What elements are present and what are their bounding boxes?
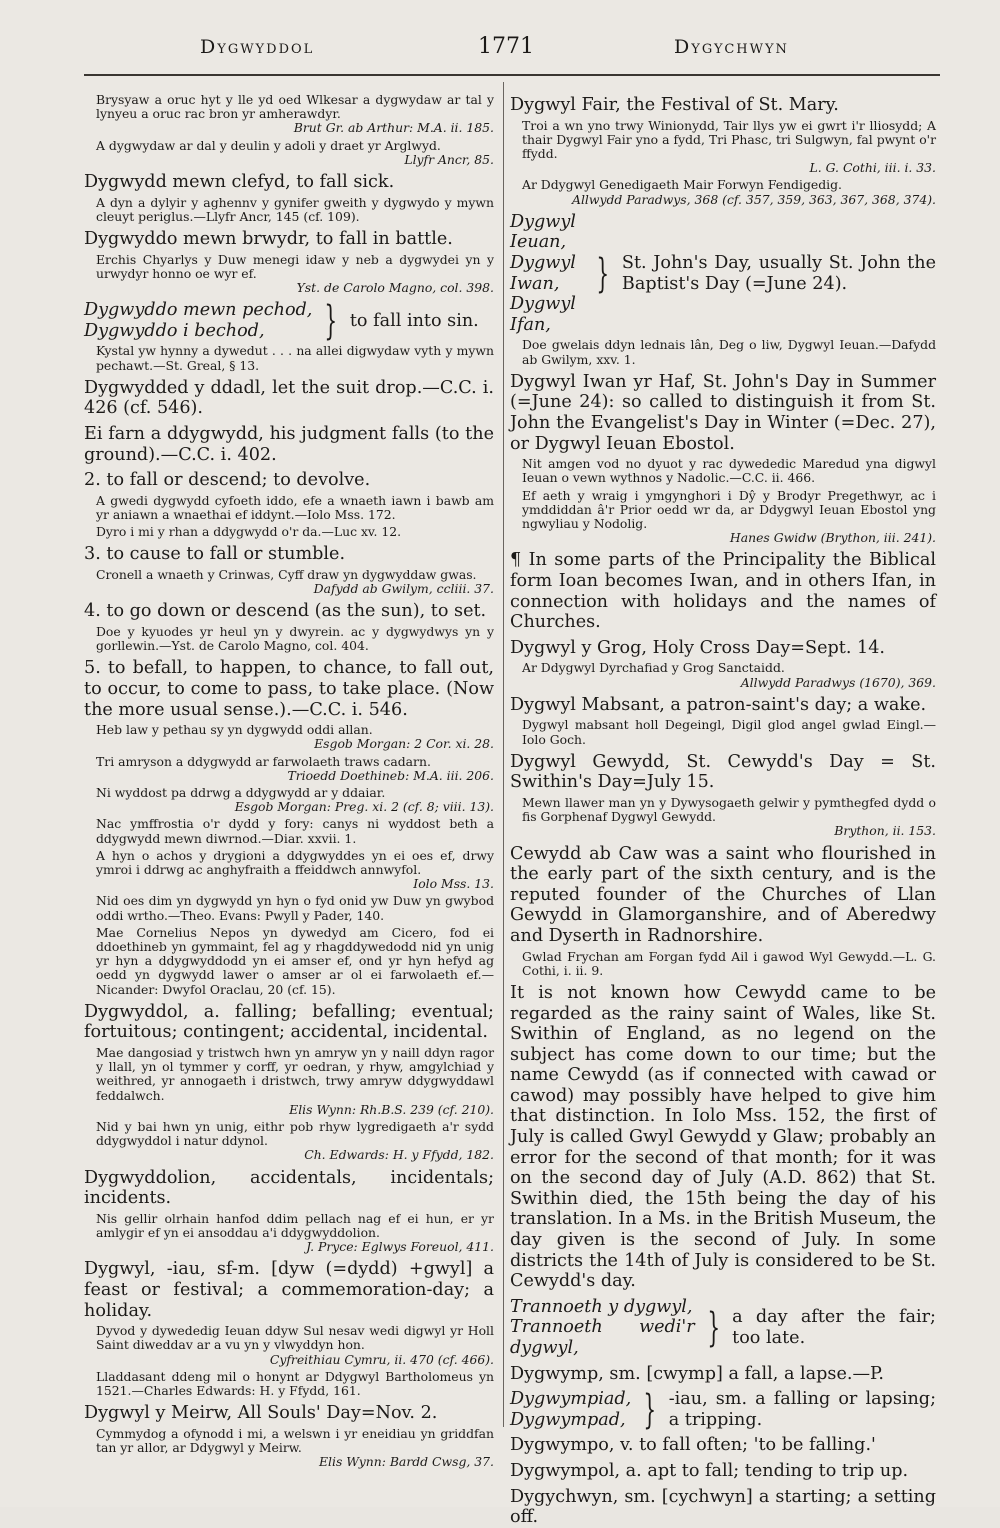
entry: Dygychwyn, sm. [cychwyn] a starting; a setting off. xyxy=(510,1486,936,1528)
entry: Dygwydded y ddadl, let the suit drop.—C.C. i. 426 (cf. 546). xyxy=(84,377,494,419)
citation: Ch. Edwards: H. y Ffydd, 182. xyxy=(304,1147,494,1163)
entry: Dygwymp, sm. [cwymp] a fall, a lapse.—P. xyxy=(510,1363,884,1384)
quotation: Nid y bai hwn yn unig, eithr pob rhyw lygredigaeth a'r sydd ddygwyddol i natur ddynol. xyxy=(96,1119,494,1149)
entry: 5. to befall, to happen, to chance, to fall out, to occur, to come to pass, to take place. (Now the more usual sense.).—C.C. i. 546. xyxy=(84,658,494,720)
citation: Esgob Morgan: 2 Cor. xi. 28. xyxy=(314,736,494,752)
quotation: Dyvod y dywededig Ieuan ddyw Sul nesav wedi digwyl yr Holl Saint diweddav ar a vu yn y vlwyddyn hon. xyxy=(96,1323,494,1353)
quotation: Lladdasant ddeng mil o honynt ar Ddygwyl Bartholomeus yn 1521.—Charles Edwards: H. y Ffydd, 161. xyxy=(96,1368,494,1399)
quotation: Cronell a wnaeth y Crinwas, Cyff draw yn dygwyddaw gwas. xyxy=(96,566,477,582)
brace-headwords xyxy=(510,212,584,336)
entry: 3. to cause to fall or stumble. xyxy=(84,544,346,565)
quotation: Dygwyl mabsant holl Degeingl, Digil glod angel gwlad Eingl.—Iolo Goch. xyxy=(522,717,936,747)
left-column xyxy=(84,90,494,1469)
citation: Allwydd Paradwys, 368 (cf. 357, 359, 363, 367, 368, 374). xyxy=(572,191,936,207)
brace-headwords xyxy=(510,1297,695,1359)
right-column xyxy=(510,90,936,1528)
quotation: A dyn a dylyir y aghennv y gynifer gweith y dygwydo y mywn cleuyt periglus.—Llyfr Ancr, 145 (cf. 109). xyxy=(96,194,494,224)
entry: Dygwyddol, a. falling; befalling; eventual; fortuitous; contingent; accidental, incidental. xyxy=(84,1001,494,1043)
quotation: Heb law y pethau sy yn dygwydd oddi allan. xyxy=(96,722,373,738)
quotation: Troi a wn yno trwy Winionydd, Tair llys yw ei gwrt i'r lliosydd; A thair Dygwyl Fair yno a fydd, Tri Phasc, tri Sulgwyn, fal pwynt o'r ffydd. xyxy=(522,117,936,161)
brace-headwords xyxy=(84,300,312,341)
citation: Elis Wynn: Bardd Cwsg, 37. xyxy=(319,1454,494,1470)
citation: Brut Gr. ab Arthur: M.A. ii. 185. xyxy=(293,120,494,136)
entry: Dygwyl y Grog, Holy Cross Day=Sept. 14. xyxy=(510,637,886,658)
gloss: to fall into sin. xyxy=(349,310,479,331)
headword: Dygwyl Ifan, xyxy=(510,294,576,335)
entry: Ei farn a ddygwydd, his judgment falls (to the ground).—C.C. i. 402. xyxy=(84,424,494,465)
quotation: Ni wyddost pa ddrwg a ddygwydd ar y ddaiar. xyxy=(96,784,386,800)
entry: 2. to fall or descend; to devolve. xyxy=(84,470,371,491)
quotation: Nis gellir olrhain hanfod ddim pellach nag ef ei hun, er yr amlygir ef yn ei ansoddau a'i ddygwyddolion. xyxy=(96,1210,494,1241)
entry: Dygwyl y Meirw, All Souls' Day=Nov. 2. xyxy=(84,1403,438,1424)
entry: Dygwyl Mabsant, a patron-saint's day; a wake. xyxy=(510,694,927,715)
headword: Dygwyl Ieuan, xyxy=(510,211,576,253)
quotation: Gwlad Frychan am Forgan fydd Ail i gawod Wyl Gewydd.—L. G. Cothi, i. ii. 9. xyxy=(522,948,936,978)
quotation: Cymmydog a ofynodd i mi, a welswn i yr eneidiau yn griddfan tan yr allor, ar Ddygwyl y Meirw. xyxy=(96,1425,494,1456)
entry: Dygwyddolion, accidentals, incidentals; incidents. xyxy=(84,1167,494,1209)
brace-entry xyxy=(510,1297,936,1359)
citation: Dafydd ab Gwilym, ccliii. 37. xyxy=(313,581,494,597)
headword: Trannoeth y dygwyl, xyxy=(510,1296,693,1317)
header-right-guideword: Dygychwyn xyxy=(674,36,789,58)
brace-entry xyxy=(510,212,936,336)
citation: Elis Wynn: Rh.B.S. 239 (cf. 210). xyxy=(289,1101,494,1117)
entry: Dygwyl Iwan yr Haf, St. John's Day in Summer (=June 24): so called to distinguish it from St. John the Evangelist's Day in Winter (=Dec. 27), or Dygwyl Ieuan Ebostol. xyxy=(510,371,936,454)
citation: Iolo Mss. 13. xyxy=(413,876,494,892)
citation: Trioedd Doethineb: M.A. iii. 206. xyxy=(287,767,494,783)
header-left-guideword: Dygwyddol xyxy=(200,36,315,58)
entry: It is not known how Cewydd came to be regarded as the rainy saint of Wales, like St. Swithin of England, as no legend on the subject has come down to our time; but the name Cewydd (as if connected with cawad or cawod) may possibly have helped to give him that distinction. In Iolo Mss. 152, the first of July is called Gwyl Gewydd y Glaw; probably an error for the second of that month; for it was on the second day of July (A.D. 862) that St. Swithin died, the 15th being the day of his translation. In a Ms. in the British Museum, the day given is the second of July. In some districts the 14th of July is considered to be St. Cewydd's day. xyxy=(510,982,936,1292)
headword: Dygwyl Iwan, xyxy=(510,253,576,294)
brace-headwords xyxy=(510,1389,631,1430)
entry: ¶ In some parts of the Principality the Biblical form Ioan becomes Iwan, and in others Ifan, in connection with holidays and the names of Churches. xyxy=(510,550,936,633)
citation: Esgob Morgan: Preg. xi. 2 (cf. 8; viii. 13). xyxy=(234,799,494,815)
entry: 4. to go down or descend (as the sun), to set. xyxy=(84,601,487,622)
quotation: Kystal yw hynny a dywedut . . . na allei digwydaw vyth y mywn pechawt.—St. Greal, § 13. xyxy=(96,343,494,373)
citation: Brython, ii. 153. xyxy=(834,823,936,839)
headword: Dygwympiad, xyxy=(510,1389,632,1410)
quotation: Ef aeth y wraig i ymgynghori i Dŷ y Brodyr Pregethwyr, ac i ymddiddan â'r Prior oedd wr da, ar Ddygwyl Ieuan Ebostol yng ngwyliau y Nodolig. xyxy=(522,487,936,531)
entry: Cewydd ab Caw was a saint who flourished in the early part of the sixth century, and is the reputed founder of the Churches of Llan Gewydd in Glamorganshire, and of Aberedwy and Dyserth in Radnorshire. xyxy=(510,843,936,946)
quotation: A gwedi dygwydd cyfoeth iddo, efe a wnaeth iawn i bawb am yr aniawn a wnaethai ef iddynt.—Iolo Mss. 172. xyxy=(96,492,494,522)
page-header xyxy=(84,36,940,70)
page-number: 1771 xyxy=(478,34,534,59)
brace-glyph: } xyxy=(596,250,610,297)
header-rule xyxy=(84,74,940,76)
entry: Dygwydd mewn clefyd, to fall sick. xyxy=(84,172,395,193)
citation: L. G. Cothi, iii. i. 33. xyxy=(809,160,936,176)
quotation: Ar Ddygwyl Genedigaeth Mair Forwyn Fendigedig. xyxy=(522,177,842,193)
citation: Yst. de Carolo Magno, col. 398. xyxy=(296,280,494,296)
quotation: Doe gwelais ddyn lednais lân, Deg o liw, Dygwyl Ieuan.—Dafydd ab Gwilym, xxv. 1. xyxy=(522,337,936,367)
citation: Llyfr Ancr, 85. xyxy=(404,151,494,167)
quotation: Ar Ddygwyl Dyrchafiad y Grog Sanctaidd. xyxy=(522,660,785,676)
quotation: Doe y kyuodes yr heul yn y dwyrein. ac y dygwydwys yn y gorllewin.—Yst. de Carolo Magno, col. 404. xyxy=(96,623,494,654)
quotation: Mae Cornelius Nepos yn dywedyd am Cicero, fod ei ddoethineb yn gymmaint, fel ag y rhagddywedodd nid yn unig yr hyn a ddygwyddodd yn ei amser ef, ond yr hyn hefyd ag oedd yn dygwydd lawer o amser ar ol ei farwolaeth ef.—Nicander: Dwyfol Oraclau, 20 (cf. 15). xyxy=(96,924,494,997)
entry: Dygwyl Fair, the Festival of St. Mary. xyxy=(510,95,839,115)
gloss: St. John's Day, usually St. John the Baptist's Day (=June 24). xyxy=(621,253,936,294)
citation: Allwydd Paradwys (1670), 369. xyxy=(740,674,936,690)
brace-glyph: } xyxy=(707,1304,720,1351)
headword: Dygwympad, xyxy=(510,1409,626,1430)
brace-glyph: } xyxy=(643,1386,657,1433)
quotation: Mewn llawer man yn y Dywysogaeth gelwir y pymthegfed dydd o fis Gorphenaf Dygwyl Gewydd. xyxy=(522,794,936,825)
quotation: Nit amgen vod no dyuot y rac dywededic Maredud yna digwyl Ieuan o vewn wythnos y Nadolic.—C.C. ii. 466. xyxy=(522,456,936,486)
quotation: Brysyaw a oruc hyt y lle yd oed Wlkesar a dygwydaw ar tal y lynyeu a oruc rac bron yr amherawdyr. xyxy=(96,92,494,122)
entry: Dygwympo, v. to fall often; 'to be falling.' xyxy=(510,1435,876,1456)
quotation: Tri amryson a ddygwydd ar farwolaeth traws cadarn. xyxy=(96,753,431,769)
quotation: A hyn o achos y drygioni a ddygwyddes yn ei oes ef, drwy ymroi i ddrwg ac anghyfraith a ffeiddwch annwyfol. xyxy=(96,847,494,877)
brace-entry xyxy=(84,297,494,344)
brace-entry xyxy=(510,1386,936,1433)
quotation: Nac ymffrostia o'r dydd y fory: canys ni wyddost beth a ddygwydd mewn diwrnod.—Diar. xxvii. 1. xyxy=(96,816,494,846)
citation: J. Pryce: Eglwys Foreuol, 411. xyxy=(306,1239,494,1255)
gloss: a day after the fair; too late. xyxy=(732,1307,936,1348)
citation: Hanes Gwidw (Brython, iii. 241). xyxy=(729,530,936,546)
quotation: A dygwydaw ar dal y deulin y adoli y draet yr Arglwyd. xyxy=(96,137,441,153)
headword: Dygwyddo mewn pechod, xyxy=(84,300,313,321)
entry: Dygwympol, a. apt to fall; tending to trip up. xyxy=(510,1460,909,1481)
quotation: Erchis Chyarlys y Duw menegi idaw y neb a dygwydei yn y urwydyr honno oe wyr ef. xyxy=(96,251,494,281)
gloss: -iau, sm. a falling or lapsing; a tripping. xyxy=(668,1389,936,1430)
entry: Dygwyddo mewn brwydr, to fall in battle. xyxy=(84,229,453,250)
entry: Dygwyl Gewydd, St. Cewydd's Day = St. Swithin's Day=July 15. xyxy=(510,751,936,793)
headword: Trannoeth wedi'r dygwyl, xyxy=(510,1317,695,1359)
citation: Cyfreithiau Cymru, ii. 470 (cf. 466). xyxy=(269,1351,494,1367)
quotation: Mae dangosiad y tristwch hwn yn amryw yn y naill ddyn ragor y llall, yn ol tymmer y corff, yr oedran, y rhyw, amgylchiad y weithred, yr annogaeth i dristwch, trwy amryw ddygwyddawl feddalwch. xyxy=(96,1045,494,1103)
brace-glyph: } xyxy=(324,297,338,344)
quotation: Dyro i mi y rhan a ddygwydd o'r da.—Luc xv. 12. xyxy=(96,524,402,540)
headword: Dygwyddo i bechod, xyxy=(84,320,265,341)
entry: Dygwyl, -iau, sf-m. [dyw (=dydd) +gwyl] a feast or festival; a commemoration-day; a holiday. xyxy=(84,1259,494,1321)
column-divider xyxy=(503,82,504,1427)
quotation: Nid oes dim yn dygwydd yn hyn o fyd onid yw Duw yn gwybod oddi wrtho.—Theo. Evans: Pwyll y Pader, 140. xyxy=(96,893,494,923)
